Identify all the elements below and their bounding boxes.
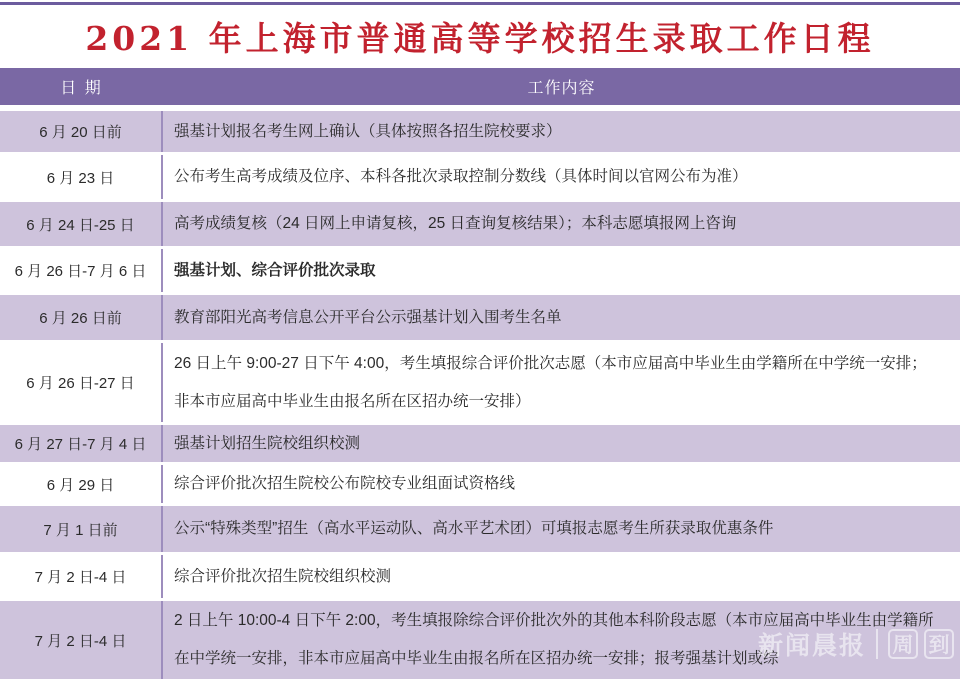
table-row <box>0 601 960 679</box>
date-cell: 6 月 24 日-25 日 <box>0 202 163 246</box>
content-cell: 高考成绩复核（24 日网上申请复核，25 日查询复核结果）；本科志愿填报网上咨询 <box>174 215 737 232</box>
table-row <box>0 425 960 462</box>
date-cell: 6 月 29 日 <box>0 465 163 503</box>
table-header-row <box>0 68 960 105</box>
top-divider-line <box>0 2 960 5</box>
date-cell: 6 月 26 日前 <box>0 295 163 340</box>
table-row <box>0 111 960 152</box>
table-row <box>0 155 960 199</box>
date-cell: 6 月 26 日-27 日 <box>0 343 163 422</box>
date-cell: 6 月 23 日 <box>0 155 163 199</box>
content-cell: 26 日上午 9:00-27 日下午 4:00，考生填报综合评价批次志愿（本市应届高中毕业生由学籍所在中学统一安排；非本市应届高中毕业生由报名所在区招办统一安排） <box>174 354 927 410</box>
table-row <box>0 295 960 340</box>
content-cell: 综合评价批次招生院校公布院校专业组面试资格线 <box>174 475 516 492</box>
content-cell: 强基计划、综合评价批次录取 <box>174 261 376 279</box>
date-cell: 6 月 26 日-7 月 6 日 <box>0 249 163 292</box>
content-cell: 2 日上午 10:00-4 日下午 2:00，考生填报除综合评价批次外的其他本科阶段志愿（本市应届高中毕业生由学籍所在中学统一安排，非本市应届高中毕业生由报名所在区招办统一安排；报考强基计划或综 <box>174 612 934 667</box>
table-row <box>0 506 960 552</box>
page-title: 2021 年上海市普通高等学校招生录取工作日程 <box>85 18 875 58</box>
header-date: 日 期 <box>60 80 103 97</box>
content-cell: 综合评价批次招生院校组织校测 <box>174 567 392 585</box>
watermark-logo-char: 周 <box>888 629 918 659</box>
watermark-logo-char: 到 <box>924 629 954 659</box>
date-cell: 7 月 2 日-4 日 <box>0 555 163 598</box>
content-cell: 强基计划报名考生网上确认（具体按照各招生院校要求） <box>174 122 562 140</box>
table-row <box>0 249 960 292</box>
content-cell: 强基计划招生院校组织校测 <box>174 434 361 452</box>
content-cell: 教育部阳光高考信息公开平台公示强基计划入围考生名单 <box>174 308 562 326</box>
header-content: 工作内容 <box>527 80 596 97</box>
content-cell: 公布考生高考成绩及位序、本科各批次录取控制分数线（具体时间以官网公布为准） <box>174 168 748 185</box>
table-row <box>0 465 960 503</box>
watermark-newspaper-label: 新闻晨报 <box>757 632 866 660</box>
table-row <box>0 555 960 598</box>
date-cell: 6 月 20 日前 <box>0 111 163 152</box>
date-cell: 6 月 27 日-7 月 4 日 <box>0 425 163 462</box>
table-row <box>0 343 960 422</box>
table-row <box>0 202 960 246</box>
content-cell: 公示“特殊类型”招生（高水平运动队、高水平艺术团）可填报志愿考生所获录取优惠条件 <box>174 520 774 537</box>
date-cell: 7 月 2 日-4 日 <box>0 601 163 679</box>
date-cell: 7 月 1 日前 <box>0 506 163 552</box>
